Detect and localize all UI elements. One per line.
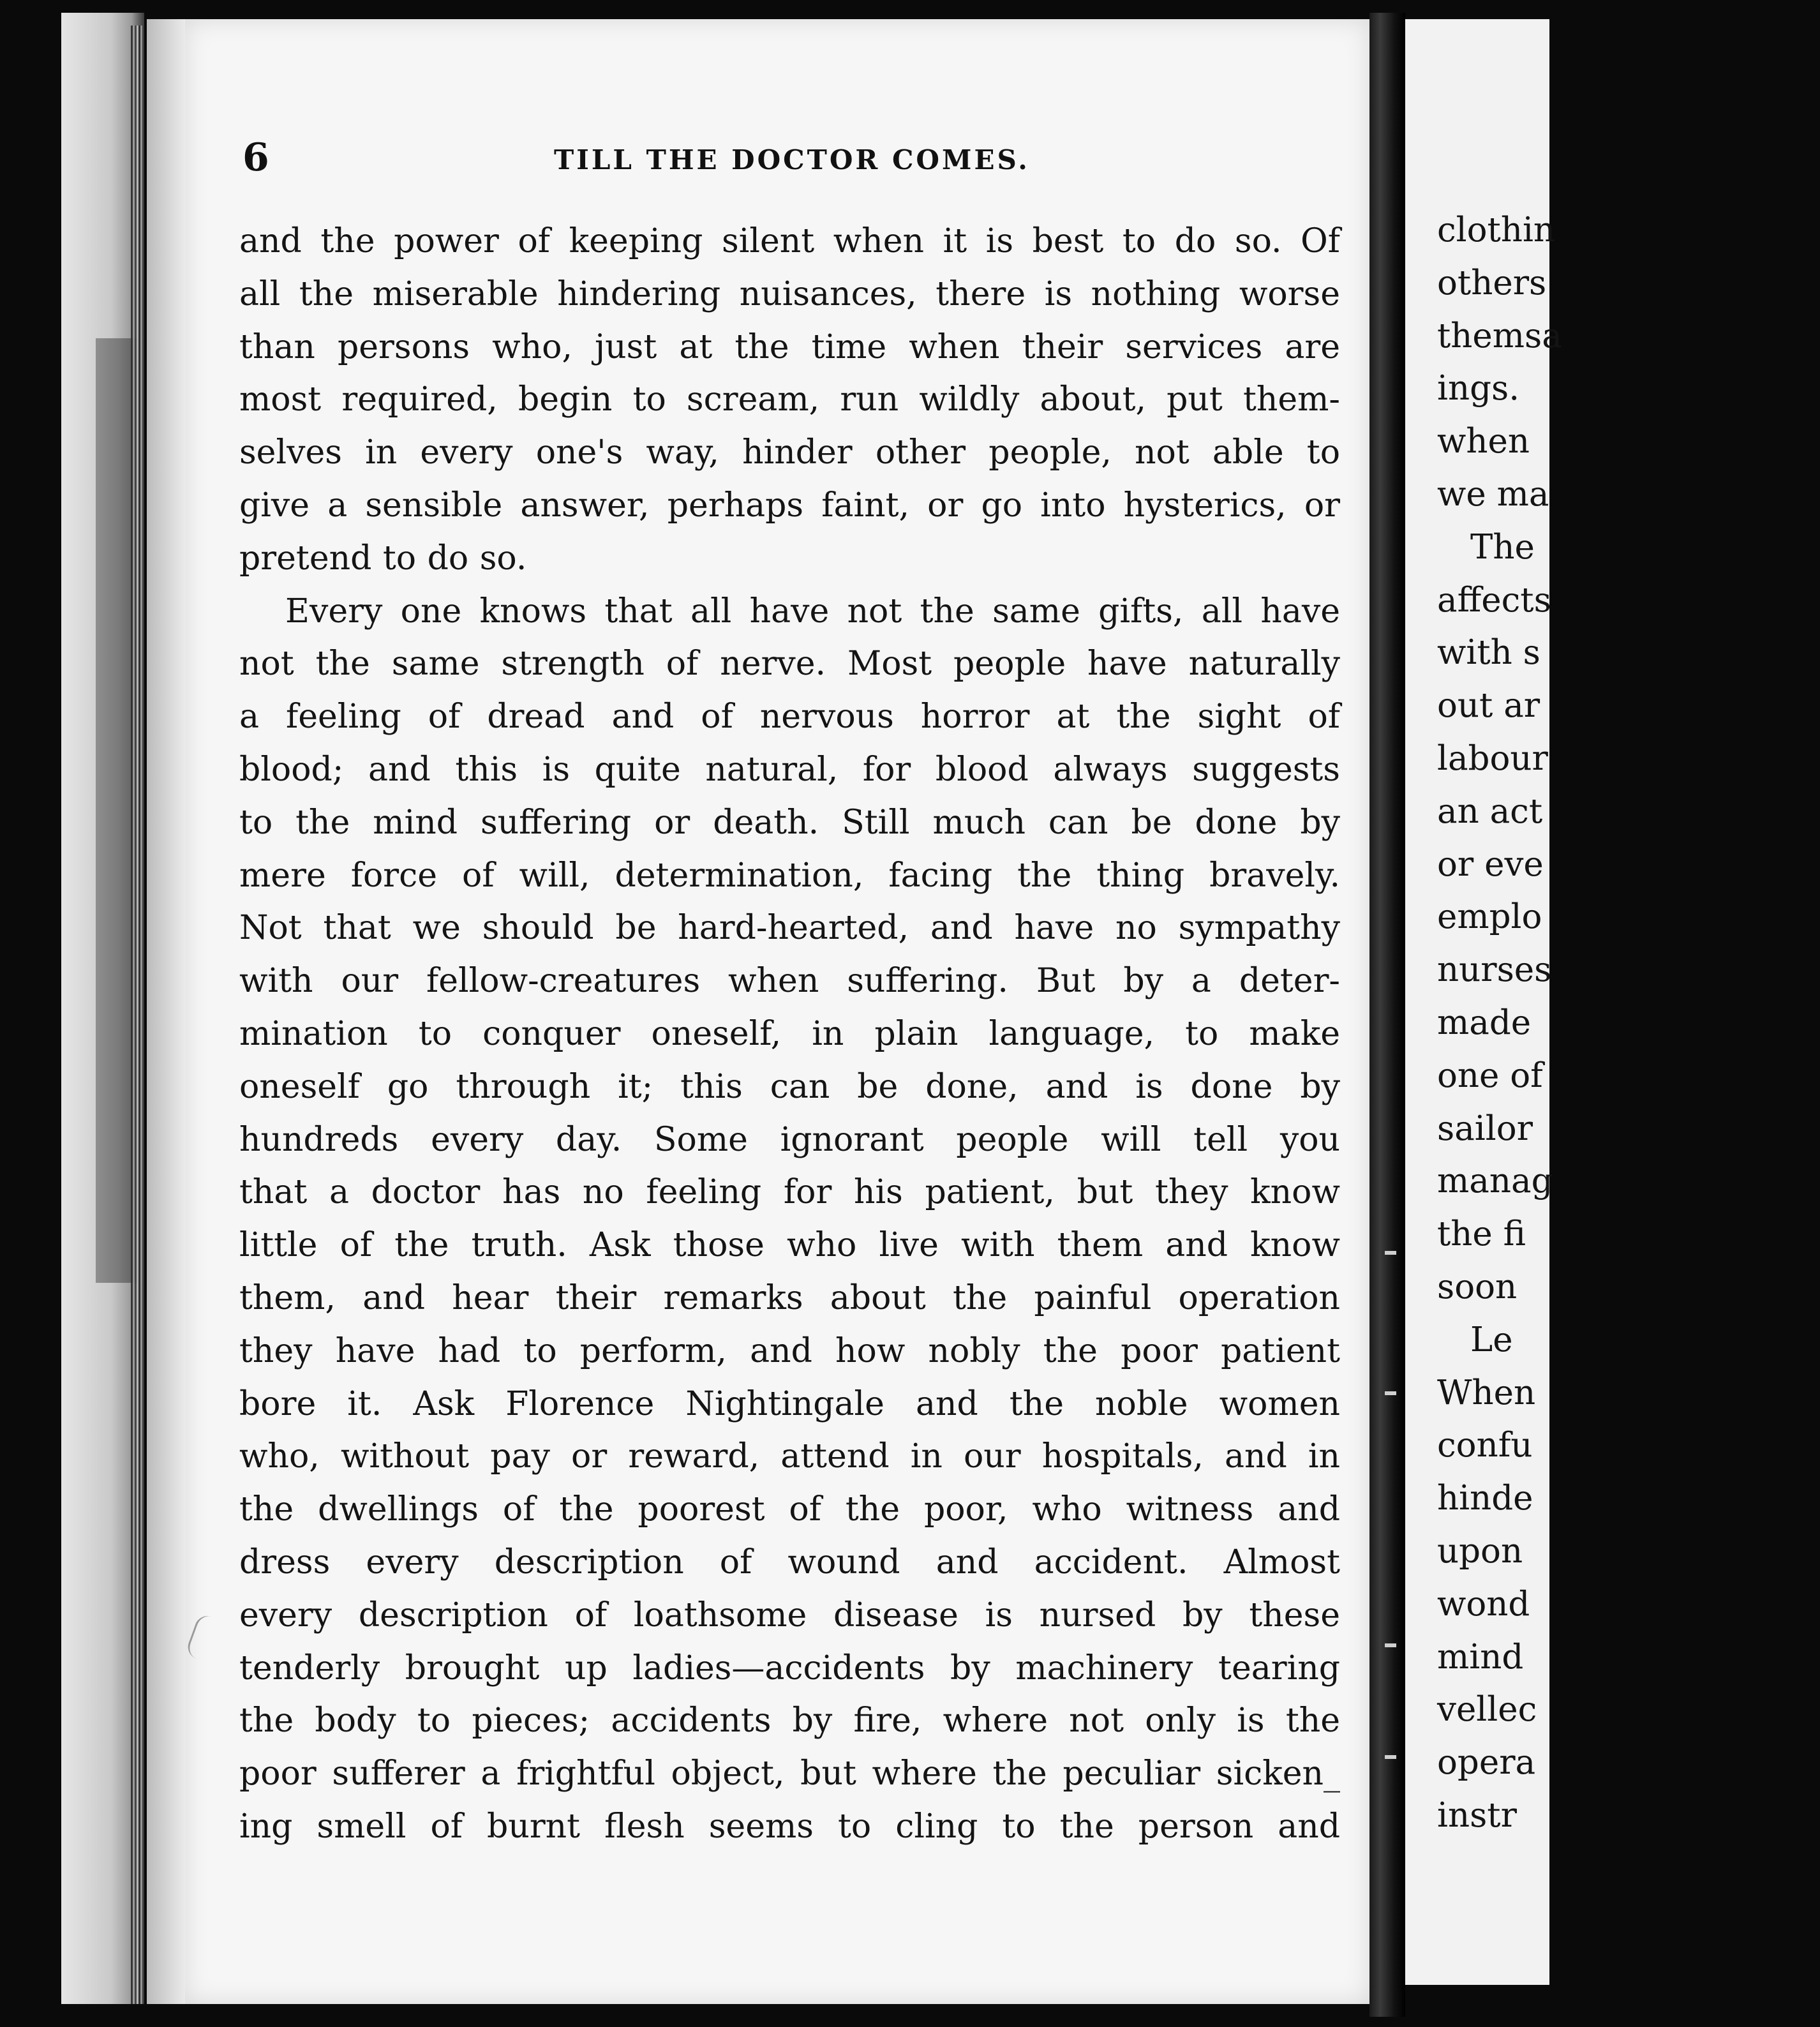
text-line: them, and hear their remarks about the painful operation xyxy=(239,1278,1340,1317)
text-line: and the power of keeping silent when it is best to do so. Of xyxy=(239,222,1340,260)
gutter-mark xyxy=(1385,1251,1396,1255)
next-page-line: with s xyxy=(1437,633,1540,673)
next-page-line: ings. xyxy=(1437,369,1520,408)
text-line: with our fellow-creatures when suffering. But by a deter- xyxy=(239,962,1340,1001)
next-page-line: when xyxy=(1437,422,1530,461)
next-page-line: When xyxy=(1437,1373,1536,1412)
next-page-line: one of xyxy=(1437,1056,1543,1095)
text-line: dress every description of wound and accident. Almost xyxy=(239,1543,1340,1582)
next-page-line: or eve xyxy=(1437,844,1544,884)
text-line: blood; and this is quite natural, for blood always suggests xyxy=(239,750,1340,789)
text-line: oneself go through it; this can be done, and is done by xyxy=(239,1067,1340,1106)
next-page-line: manag xyxy=(1437,1162,1553,1201)
next-page-sliver xyxy=(1405,19,1562,1985)
next-page-line: soon xyxy=(1437,1267,1518,1306)
gutter-mark xyxy=(1385,1643,1396,1647)
text-line: not the same strength of nerve. Most people have naturally xyxy=(239,645,1340,684)
text-line: than persons who, just at the time when their services are xyxy=(239,327,1340,366)
next-page-line: others xyxy=(1437,263,1547,303)
text-line: the dwellings of the poorest of the poor, who witness and xyxy=(239,1490,1340,1529)
next-page-line: sailor xyxy=(1437,1109,1533,1148)
next-page-line: hinde xyxy=(1437,1479,1533,1518)
gutter-mark xyxy=(1385,1391,1396,1395)
next-page-line: out ar xyxy=(1437,686,1540,726)
next-page-line: an act xyxy=(1437,791,1543,831)
book-gutter xyxy=(1369,13,1405,2017)
page-number: 6 xyxy=(242,135,269,180)
next-page-line: upon xyxy=(1437,1531,1523,1571)
next-page-line: instr xyxy=(1437,1795,1517,1835)
next-page-line: labour xyxy=(1437,738,1548,778)
text-line: the body to pieces; accidents by fire, where not only is the xyxy=(239,1702,1340,1740)
next-page-line: The xyxy=(1470,527,1535,567)
text-line: bore it. Ask Florence Nightingale and the noble women xyxy=(239,1384,1340,1423)
text-line: mination to conquer oneself, in plain language, to make xyxy=(239,1014,1340,1053)
next-page-line: we ma xyxy=(1437,474,1549,514)
text-line: Not that we should be hard-hearted, and have no sympathy xyxy=(239,909,1340,948)
text-line: selves in every one's way, hinder other people, not able to xyxy=(239,433,1340,472)
text-line: a feeling of dread and of nervous horror at the sight of xyxy=(239,698,1340,737)
next-page-line: confu xyxy=(1437,1426,1533,1465)
next-page-line: wond xyxy=(1437,1584,1530,1624)
text-line: that a doctor has no feeling for his patient, but they know xyxy=(239,1173,1340,1212)
text-line: to the mind suffering or death. Still much can be done by xyxy=(239,803,1340,842)
text-line: tenderly brought up ladies—accidents by machinery tearing xyxy=(239,1649,1340,1687)
next-page-line: themsa xyxy=(1437,316,1562,355)
next-page-line: Le xyxy=(1470,1320,1513,1359)
gutter-mark xyxy=(1385,1755,1396,1759)
text-line: who, without pay or reward, attend in our hospitals, and in xyxy=(239,1437,1340,1476)
text-line: Every one knows that all have not the same gifts, all have xyxy=(285,592,1340,631)
next-page-line: nurses xyxy=(1437,950,1552,990)
text-line: ing smell of burnt flesh seems to cling to the person and xyxy=(239,1807,1340,1846)
next-page-line: made xyxy=(1437,1003,1532,1042)
text-line: they have had to perform, and how nobly the poor patient xyxy=(239,1331,1340,1370)
next-page-line: emplo xyxy=(1437,897,1542,937)
text-line: give a sensible answer, perhaps faint, or go into hysterics, or xyxy=(239,486,1340,525)
text-line: mere force of will, determination, facing the thing bravely. xyxy=(239,856,1340,895)
text-line: all the miserable hindering nuisances, there is nothing worse xyxy=(239,274,1340,313)
text-line: hundreds every day. Some ignorant people will tell you xyxy=(239,1120,1340,1159)
next-page-line: vellec xyxy=(1437,1690,1537,1730)
stacked-page-edges xyxy=(131,26,144,2004)
next-page-line: clothin xyxy=(1437,211,1556,250)
text-line: every description of loathsome disease is nursed by these xyxy=(239,1596,1340,1634)
next-page-line: mind xyxy=(1437,1637,1524,1677)
next-page-line: opera xyxy=(1437,1743,1536,1783)
running-head: TILL THE DOCTOR COMES. xyxy=(554,144,1030,176)
page-header xyxy=(242,135,1340,186)
body-text xyxy=(239,215,1340,1853)
text-line: little of the truth. Ask those who live with them and know xyxy=(239,1226,1340,1265)
text-line: most required, begin to scream, run wildly about, put them- xyxy=(239,380,1340,419)
text-line: poor sufferer a frightful object, but where the peculiar sicken_ xyxy=(239,1754,1340,1793)
next-page-line: the fi xyxy=(1437,1215,1526,1254)
next-page-line: affects xyxy=(1437,580,1551,620)
text-line: pretend to do so. xyxy=(239,539,527,578)
next-page-text xyxy=(1437,204,1820,1843)
